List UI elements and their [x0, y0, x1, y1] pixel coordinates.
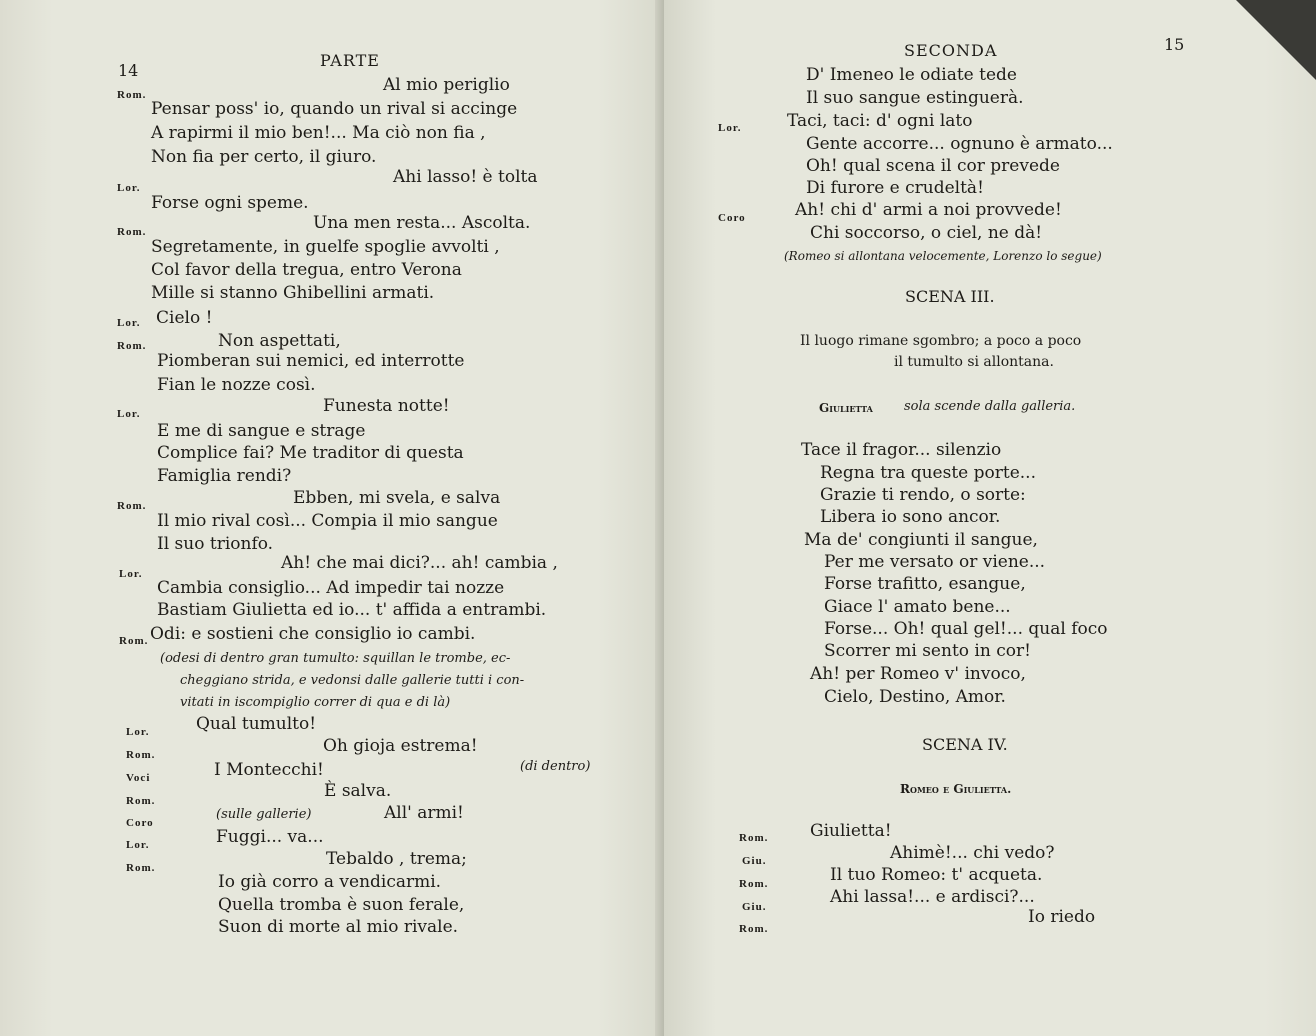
verse-line: Il suo sangue estinguerà. [806, 88, 1024, 108]
verse-line: Io già corro a vendicarmi. [218, 872, 442, 892]
verse-line: Famiglia rendi? [157, 466, 292, 486]
verse-line: Ma de' congiunti il sangue, [804, 530, 1038, 550]
verse-line: All' armi! [384, 803, 464, 823]
verse-line: Complice fai? Me traditor di questa [157, 443, 464, 463]
speaker-label: Coro [718, 212, 746, 224]
speaker-label: Rom. [126, 749, 156, 761]
verse-line: Chi soccorso, o ciel, ne dà! [810, 223, 1043, 243]
stage-note: (di dentro) [520, 759, 591, 774]
verse-line: Grazie ti rendo, o sorte: [820, 485, 1026, 505]
verse-line: Tebaldo , trema; [326, 849, 467, 869]
running-head: SECONDA [904, 41, 998, 60]
verse-line: Non aspettati, [218, 331, 341, 351]
verse-line: Il tuo Romeo: t' acqueta. [830, 865, 1043, 885]
verse-line: Tace il fragor... silenzio [801, 440, 1002, 460]
speaker-label: Rom. [739, 878, 769, 890]
verse-line: Suon di morte al mio rivale. [218, 917, 459, 937]
verse-line: Io riedo [1028, 907, 1096, 927]
page-number: 15 [1164, 35, 1185, 54]
speaker-label: Lor. [126, 839, 150, 851]
speaker-label: Rom. [119, 635, 149, 647]
verse-line: Bastiam Giulietta ed io... t' affida a entrambi. [157, 600, 547, 620]
speaker-label: Giu. [742, 855, 767, 867]
right-page [664, 0, 1316, 1036]
speaker-label: Lor. [117, 182, 141, 194]
verse-line: Forse... Oh! qual gel!... qual foco [824, 619, 1108, 639]
folded-corner [1236, 0, 1316, 80]
verse-line: Ebben, mi svela, e salva [293, 488, 501, 508]
verse-line: Funesta notte! [323, 396, 450, 416]
speaker-label: Lor. [718, 122, 742, 134]
running-head: PARTE [320, 51, 380, 70]
stage-direction: (odesi di dentro gran tumulto: squillan le trombe, ec- [160, 651, 511, 666]
verse-line: I Montecchi! [214, 760, 324, 780]
verse-line: Ah! chi d' armi a noi provvede! [795, 200, 1062, 220]
verse-line: Piomberan sui nemici, ed interrotte [157, 351, 465, 371]
verse-line: D' Imeneo le odiate tede [806, 65, 1017, 85]
character-name: Giulietta [819, 401, 873, 415]
scene-title: SCENA IV. [922, 735, 1008, 754]
stage-note: (sulle gallerie) [216, 807, 312, 822]
verse-line: Ahi lassa!... e ardisci?... [830, 887, 1035, 907]
verse-line: Ahi lasso! è tolta [393, 167, 538, 187]
stage-direction: sola scende dalla galleria. [904, 399, 1076, 414]
verse-line: Il suo trionfo. [157, 534, 274, 554]
speaker-label: Rom. [117, 226, 147, 238]
speaker-label: Rom. [739, 923, 769, 935]
verse-line: Taci, taci: d' ogni lato [787, 111, 973, 131]
verse-line: Oh gioja estrema! [323, 736, 478, 756]
speaker-label: Rom. [739, 832, 769, 844]
scene-direction: Il luogo rimane sgombro; a poco a poco [800, 333, 1082, 349]
stage-direction: cheggiano strida, e vedonsi dalle gallerie tutti i con- [180, 673, 525, 688]
verse-line: Oh! qual scena il cor prevede [806, 156, 1060, 176]
verse-line: Forse ogni speme. [151, 193, 309, 213]
verse-line: Il mio rival così... Compia il mio sangue [157, 511, 498, 531]
verse-line: Fian le nozze così. [157, 375, 316, 395]
stage-direction: vitati in iscompiglio correr di qua e di là) [180, 695, 451, 710]
speaker-label: Coro [126, 817, 154, 829]
verse-line: Regna tra queste porte... [820, 463, 1036, 483]
speaker-label: Rom. [117, 89, 147, 101]
verse-line: Cielo ! [156, 308, 213, 328]
verse-line: Una men resta... Ascolta. [313, 213, 531, 233]
verse-line: Cambia consiglio... Ad impedir tai nozze [157, 578, 505, 598]
verse-line: A rapirmi il mio ben!... Ma ciò non fia , [151, 123, 486, 143]
verse-line: Mille si stanno Ghibellini armati. [151, 283, 435, 303]
speaker-label: Lor. [119, 568, 143, 580]
scene-characters: Romeo e Giulietta. [900, 782, 1012, 796]
verse-line: Al mio periglio [383, 75, 510, 95]
verse-line: Non fia per certo, il giuro. [151, 147, 377, 167]
verse-line: Ah! che mai dici?... ah! cambia , [281, 553, 558, 573]
verse-line: Gente accorre... ognuno è armato... [806, 134, 1113, 154]
scene-title: SCENA III. [905, 287, 995, 306]
scene-direction: il tumulto si allontana. [894, 354, 1054, 370]
verse-line: Ah! per Romeo v' invoco, [810, 664, 1026, 684]
verse-line: Qual tumulto! [196, 714, 317, 734]
speaker-label: Giu. [742, 901, 767, 913]
verse-line: Forse trafitto, esangue, [824, 574, 1026, 594]
verse-line: Segretamente, in guelfe spoglie avvolti , [151, 237, 500, 257]
speaker-label: Rom. [117, 500, 147, 512]
verse-line: Pensar poss' io, quando un rival si accinge [151, 99, 518, 119]
speaker-label: Rom. [117, 340, 147, 352]
verse-line: Fuggi... va... [216, 827, 324, 847]
verse-line: Scorrer mi sento in cor! [824, 641, 1031, 661]
speaker-label: Lor. [126, 726, 150, 738]
verse-line: Odi: e sostieni che consiglio io cambi. [150, 624, 476, 644]
stage-direction: (Romeo si allontana velocemente, Lorenzo lo segue) [784, 249, 1102, 263]
speaker-label: Rom. [126, 795, 156, 807]
speaker-label: Voci [126, 772, 151, 784]
verse-line: Per me versato or viene... [824, 552, 1046, 572]
page-number: 14 [118, 61, 139, 80]
verse-line: Giace l' amato bene... [824, 597, 1011, 617]
verse-line: È salva. [324, 781, 392, 801]
verse-line: Giulietta! [810, 821, 892, 841]
speaker-label: Lor. [117, 408, 141, 420]
verse-line: Ahimè!... chi vedo? [890, 843, 1055, 863]
speaker-label: Rom. [126, 862, 156, 874]
verse-line: Quella tromba è suon ferale, [218, 895, 465, 915]
verse-line: Cielo, Destino, Amor. [824, 687, 1006, 707]
speaker-label: Lor. [117, 317, 141, 329]
verse-line: Col favor della tregua, entro Verona [151, 260, 462, 280]
verse-line: Libera io sono ancor. [820, 507, 1001, 527]
verse-line: Di furore e crudeltà! [806, 178, 984, 198]
verse-line: E me di sangue e strage [157, 421, 366, 441]
